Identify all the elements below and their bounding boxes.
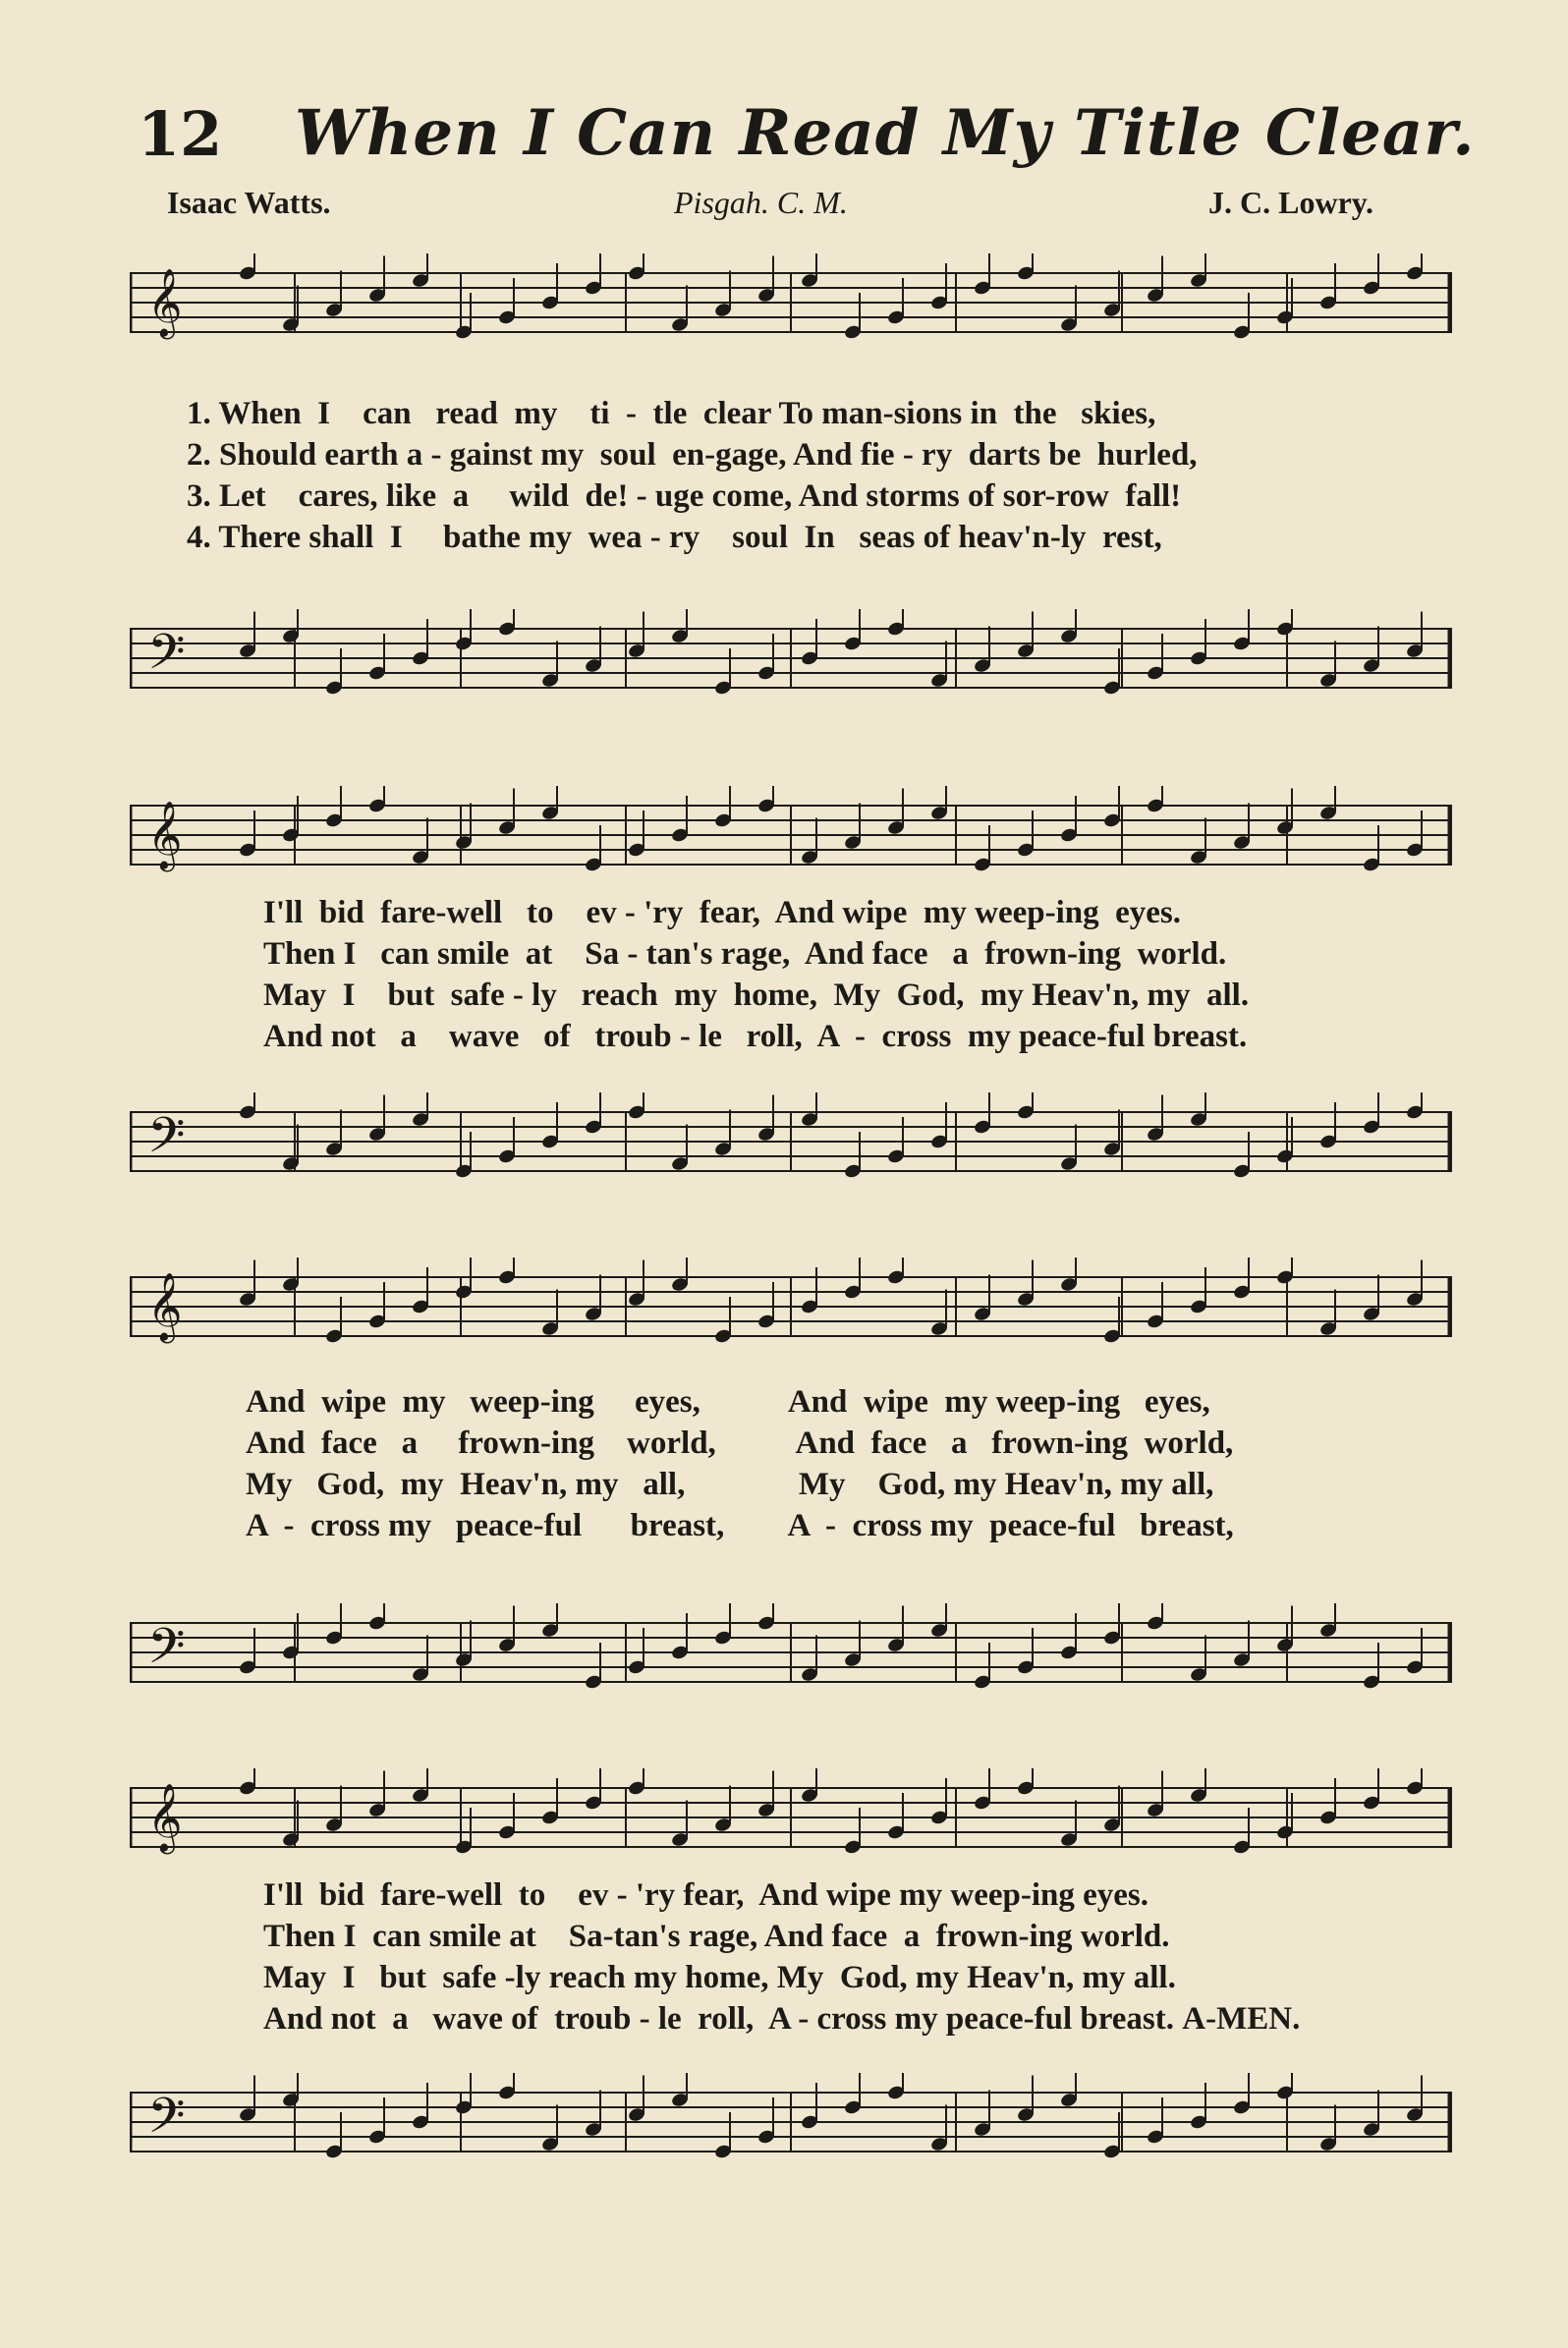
treble-staff-4-lines [130, 1768, 1452, 1876]
verse-lyrics-2 [263, 892, 1249, 1057]
bass-clef-icon: 𝄢 [147, 2088, 186, 2156]
treble-staff-2 [130, 786, 1452, 894]
bass-staff-2-lines [130, 1092, 1452, 1201]
hymn-title: When I Can Read My Title Clear. [295, 96, 1476, 170]
treble-staff-1 [130, 253, 1452, 362]
lyric-line [263, 1998, 1300, 2040]
treble-clef-icon: 𝄞 [147, 801, 183, 869]
lyric-line: And face a frown-ing world, And face a frown-ing world, [246, 1426, 1234, 1461]
lyric-line: I'll bid fare-well to ev - 'ry fear, And wipe my weep-ing eyes. [263, 1877, 1148, 1913]
treble-staff-4 [130, 1768, 1452, 1876]
bass-staff-1-lines [130, 609, 1452, 717]
bass-staff-4-lines [130, 2073, 1452, 2181]
lyric-line: May I but safe - ly reach my home, My God, my Heav'n, my all. [263, 978, 1250, 1013]
treble-staff-3 [130, 1258, 1452, 1366]
bass-staff-1 [130, 609, 1452, 717]
lyric-line: 2. Should earth a - gainst my soul en-gage, And fie - ry darts be hurled, [187, 437, 1198, 473]
lyric-line: 3. Let cares, like a wild de! - uge come, And storms of sor-row fall! [187, 478, 1182, 514]
lyric-line: A - cross my peace-ful breast, A - cross my peace-ful breast, [246, 1508, 1234, 1543]
treble-clef-icon: 𝄞 [147, 1272, 183, 1341]
lyric-line: Then I can smile at Sa - tan's rage, And face a frown-ing world. [263, 936, 1227, 972]
bass-clef-icon: 𝄢 [147, 624, 186, 693]
treble-staff-3-lines [130, 1258, 1452, 1366]
amen-marking: A-MEN. [1182, 2001, 1301, 2037]
lyric-line: I'll bid fare-well to ev - 'ry fear, And wipe my weep-ing eyes. [263, 895, 1181, 930]
verse-lyrics-1 [187, 393, 1198, 558]
tune-meter-credit: Pisgah. C. M. [674, 185, 848, 220]
bass-staff-2 [130, 1092, 1452, 1201]
lyric-line: And not a wave of troub - le roll, A - cross my peace-ful breast. [263, 1019, 1248, 1054]
lyric-line: And wipe my weep-ing eyes, And wipe my weep-ing eyes, [246, 1384, 1210, 1420]
verse-lyrics-3 [246, 1381, 1234, 1546]
treble-staff-1-lines [130, 253, 1452, 362]
treble-clef-icon: 𝄞 [147, 268, 183, 337]
hymn-number: 12 [138, 98, 223, 170]
bass-clef-icon: 𝄢 [147, 1107, 186, 1176]
lyric-line: May I but safe -ly reach my home, My God, my Heav'n, my all. [263, 1960, 1176, 1995]
composer-credit: J. C. Lowry. [1208, 185, 1373, 220]
verse-lyrics-4 [263, 1874, 1300, 2040]
treble-clef-icon: 𝄞 [147, 1783, 183, 1852]
lyric-line: Then I can smile at Sa-tan's rage, And face a frown-ing world. [263, 1919, 1170, 1954]
lyric-text: And not a wave of troub - le roll, A - cross my peace-ful breast. [263, 2001, 1183, 2037]
lyric-line: 4. There shall I bathe my wea - ry soul In seas of heav'n-ly rest, [187, 520, 1162, 555]
bass-staff-4 [130, 2073, 1452, 2181]
lyricist-credit: Isaac Watts. [167, 185, 331, 220]
bass-clef-icon: 𝄢 [147, 1618, 186, 1687]
bass-staff-3-lines [130, 1603, 1452, 1711]
lyric-line: My God, my Heav'n, my all, My God, my Heav'n, my all, [246, 1467, 1214, 1502]
bass-staff-3 [130, 1603, 1452, 1711]
treble-staff-2-lines [130, 786, 1452, 894]
lyric-line: 1. When I can read my ti - tle clear To man-sions in the skies, [187, 396, 1156, 431]
